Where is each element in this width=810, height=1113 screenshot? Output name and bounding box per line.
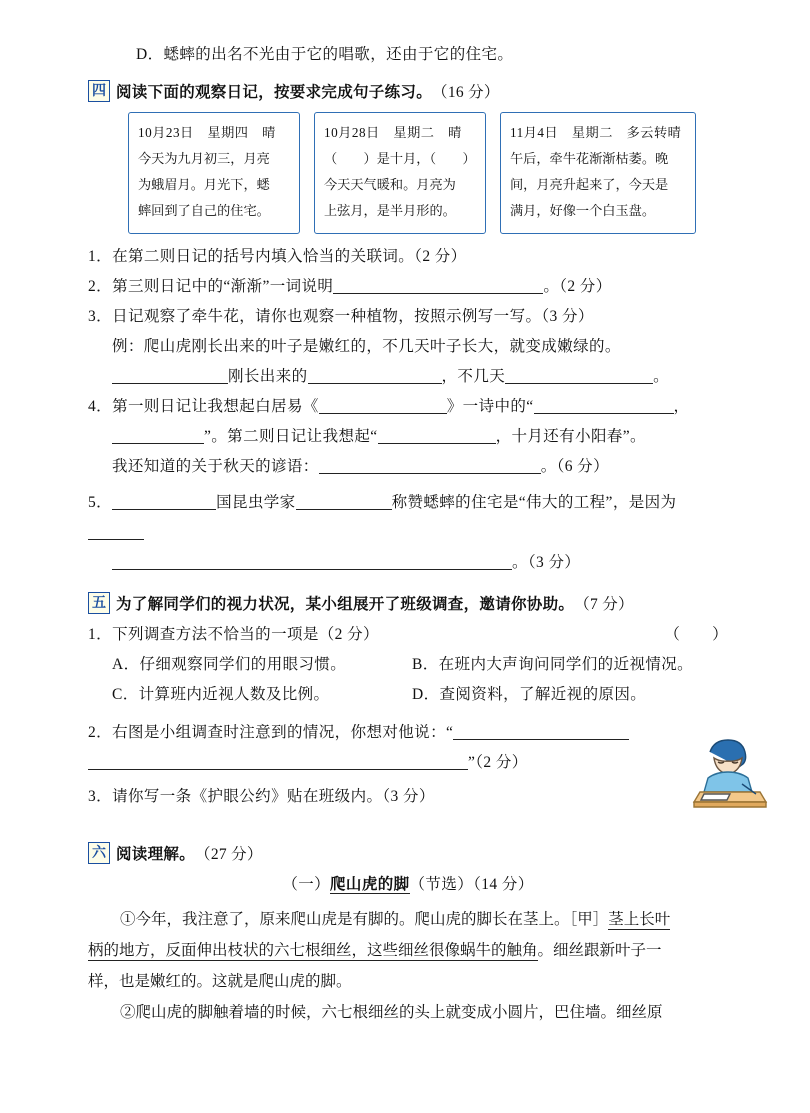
question-number: 3． bbox=[88, 788, 113, 805]
option-b[interactable]: B．在班内大声询问同学们的近视情况。 bbox=[412, 656, 694, 673]
question-text: 第一则日记让我想起白居易《 bbox=[112, 398, 319, 415]
section-five-score: （7 分） bbox=[574, 596, 634, 613]
section5-question-2 bbox=[88, 718, 728, 748]
question-number: 1． bbox=[88, 248, 113, 265]
section4-question-4-line3 bbox=[112, 452, 728, 482]
diary-line: 今天天气暖和。月亮为 bbox=[324, 177, 456, 192]
previous-question-option-d: D．蟋蟀的出名不光由于它的唱歌，还由于它的住宅。 bbox=[136, 46, 514, 63]
question-number: 4． bbox=[88, 398, 113, 415]
answer-blank[interactable] bbox=[378, 425, 496, 444]
paragraph-1-text-a: ①今年，我注意了，原来爬山虎是有脚的。爬山虎的脚长在茎上。［甲］ bbox=[120, 911, 609, 928]
question-tail: ”（2 分） bbox=[468, 754, 528, 771]
section-six-heading bbox=[88, 842, 728, 864]
option-d[interactable]: D．查阅资料，了解近视的原因。 bbox=[412, 686, 647, 703]
answer-blank[interactable] bbox=[112, 551, 512, 570]
question-text: 请你写一条《护眼公约》贴在班级内。（3 分） bbox=[112, 788, 435, 805]
answer-blank[interactable] bbox=[319, 395, 447, 414]
diary-line: 满月，好像一个白玉盘。 bbox=[510, 203, 656, 218]
section-four-title: 阅读下面的观察日记，按要求完成句子练习。 bbox=[116, 84, 433, 101]
answer-blank[interactable] bbox=[112, 365, 228, 384]
answer-blank[interactable] bbox=[88, 521, 144, 540]
answer-blank[interactable] bbox=[308, 365, 442, 384]
paragraph-1-text-c: 样，也是嫩红的。这就是爬山虎的脚。 bbox=[88, 973, 352, 990]
diary-line: 午后，牵牛花渐渐枯萎。晚 bbox=[510, 151, 669, 166]
diary-date: 10月23日 星期四 晴 bbox=[138, 125, 276, 140]
section4-question-4-line1 bbox=[88, 392, 728, 422]
section4-question-5-line2 bbox=[112, 548, 728, 578]
passage-paragraph-1 bbox=[88, 904, 728, 997]
diary-cards bbox=[128, 112, 728, 234]
section-six-score: （27 分） bbox=[195, 846, 263, 863]
paragraph-1-text-b: 。细丝跟新叶子一 bbox=[537, 942, 662, 959]
section5-question-1 bbox=[88, 620, 728, 650]
question-text: 。（6 分） bbox=[540, 458, 609, 475]
diary-card bbox=[314, 112, 486, 234]
section4-question-3-example: 例：爬山虎刚长出来的叶子是嫩红的，不几天叶子长大，就变成嫩绿的。 bbox=[112, 338, 621, 355]
answer-blank[interactable] bbox=[534, 395, 674, 414]
paragraph-1-underline-2: 柄的地方，反面伸出枝状的六七根细丝，这些细丝很像蜗牛的触角 bbox=[88, 942, 538, 959]
diary-line: 今天为九月初三，月亮 bbox=[138, 151, 270, 166]
section4-question-4-line2 bbox=[112, 422, 728, 452]
option-a[interactable]: A．仔细观察同学们的用眼习惯。 bbox=[112, 656, 347, 673]
question-text: 国昆虫学家 bbox=[216, 494, 296, 511]
diary-card bbox=[500, 112, 696, 234]
question-text: 日记观察了牵牛花，请你也观察一种植物，按照示例写一写。（3 分） bbox=[112, 308, 594, 325]
question-tail: 。（2 分） bbox=[543, 278, 612, 295]
paragraph-1-underline-1: 茎上长叶 bbox=[608, 911, 671, 928]
answer-blank[interactable] bbox=[88, 751, 468, 770]
student-reading-icon bbox=[670, 732, 788, 820]
section-five-number: 五 bbox=[88, 592, 110, 614]
question-text: 右图是小组调查时注意到的情况，你想对他说：“ bbox=[112, 724, 454, 741]
diary-line: 为蛾眉月。月光下，蟋 bbox=[138, 177, 270, 192]
answer-text: 。 bbox=[653, 368, 670, 385]
section-five-heading bbox=[88, 592, 728, 614]
question-number: 5． bbox=[88, 494, 113, 511]
answer-blank[interactable] bbox=[505, 365, 653, 384]
diary-line: 间，月亮升起来了，今天是 bbox=[510, 177, 669, 192]
diary-card bbox=[128, 112, 300, 234]
section-four-number: 四 bbox=[88, 80, 110, 102]
option-c[interactable]: C．计算班内近视人数及比例。 bbox=[112, 686, 330, 703]
diary-line: 蟀回到了自己的住宅。 bbox=[138, 203, 270, 218]
passage-title bbox=[88, 870, 728, 900]
diary-date: 11月4日 星期二 多云转晴 bbox=[510, 125, 682, 140]
diary-line: 上弦月，是半月形的。 bbox=[324, 203, 456, 218]
diary-date: 10月28日 星期二 晴 bbox=[324, 125, 462, 140]
passage-title-index: （一） bbox=[282, 876, 331, 893]
question-text: ，十月还有小阳春”。 bbox=[495, 428, 646, 445]
section-six-title: 阅读理解。 bbox=[116, 846, 196, 863]
section4-question-2 bbox=[88, 272, 728, 302]
question-text: 下列调查方法不恰当的一项是（2 分） bbox=[112, 626, 379, 643]
section-four-score: （16 分） bbox=[432, 84, 500, 101]
section4-question-5-line1 bbox=[88, 488, 728, 548]
question-number: 3． bbox=[88, 308, 113, 325]
question-number: 2． bbox=[88, 724, 113, 741]
answer-blank[interactable] bbox=[333, 275, 543, 294]
answer-blank[interactable] bbox=[296, 491, 392, 510]
answer-blank[interactable] bbox=[453, 721, 629, 740]
question-text: 》一诗中的“ bbox=[446, 398, 534, 415]
question-text: ”。第二则日记让我想起“ bbox=[204, 428, 378, 445]
illustration-student-reading bbox=[670, 732, 788, 820]
answer-text: 刚长出来的 bbox=[228, 368, 308, 385]
paragraph-2-text: ②爬山虎的脚触着墙的时候，六七根细丝的头上就变成小圆片，巴住墙。细丝原 bbox=[120, 1004, 663, 1021]
diary-line: （ ）是十月，（ ） bbox=[324, 151, 476, 166]
section5-question-1-options-row-2 bbox=[112, 680, 728, 710]
question-text: ， bbox=[673, 398, 690, 415]
section4-question-3-answer bbox=[112, 362, 728, 392]
answer-bracket[interactable]: （ ） bbox=[664, 626, 728, 643]
section4-question-3 bbox=[88, 302, 728, 332]
question-number: 1． bbox=[88, 626, 113, 643]
section-five-title: 为了解同学们的视力状况，某小组展开了班级调查，邀请你协助。 bbox=[116, 596, 575, 613]
question-text: 我还知道的关于秋天的谚语： bbox=[112, 458, 319, 475]
passage-title-name: 爬山虎的脚 bbox=[330, 876, 410, 893]
section5-question-1-options-row-1 bbox=[112, 650, 728, 680]
passage-paragraph-2 bbox=[88, 997, 728, 1028]
question-text: 称赞蟋蟀的住宅是“伟大的工程”，是因为 bbox=[391, 494, 677, 511]
section5-question-3 bbox=[88, 782, 728, 812]
answer-blank[interactable] bbox=[112, 425, 204, 444]
page-content bbox=[88, 40, 728, 1028]
question-number: 2． bbox=[88, 278, 113, 295]
passage-title-note: （节选）（14 分） bbox=[409, 876, 534, 893]
question-text: 在第二则日记的括号内填入恰当的关联词。（2 分） bbox=[112, 248, 467, 265]
section-six-number: 六 bbox=[88, 842, 110, 864]
section5-question-2-line2 bbox=[88, 748, 728, 778]
answer-blank[interactable] bbox=[112, 491, 216, 510]
question-text: 第三则日记中的“渐渐”一词说明 bbox=[112, 278, 334, 295]
question-text: 。（3 分） bbox=[512, 554, 581, 571]
section-four-heading bbox=[88, 80, 728, 102]
section4-question-1 bbox=[88, 242, 728, 272]
answer-text: ，不几天 bbox=[441, 368, 506, 385]
answer-blank[interactable] bbox=[319, 455, 541, 474]
